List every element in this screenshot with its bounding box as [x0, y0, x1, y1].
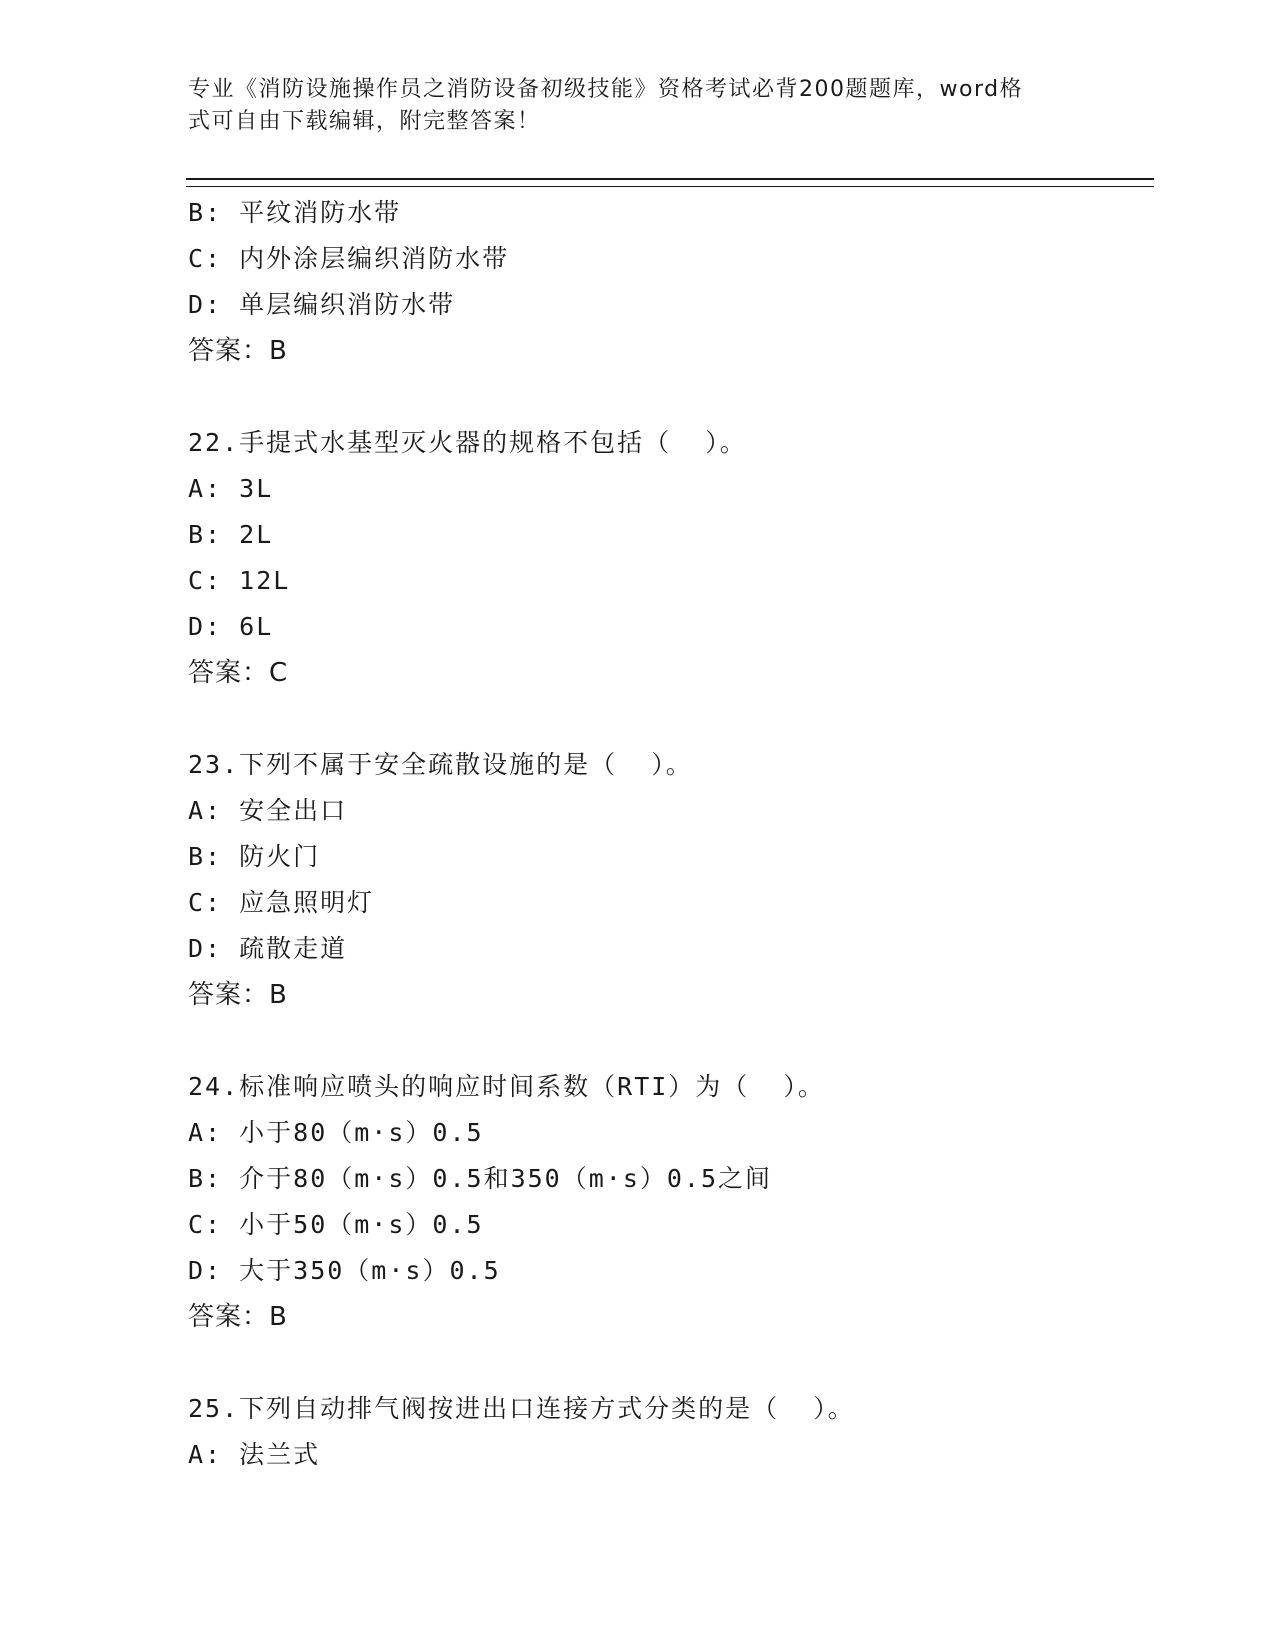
- option-a: A: 法兰式: [188, 1440, 321, 1469]
- question-stem: 24.标准响应喷头的响应时间系数（RTI）为（ ）。: [188, 1072, 825, 1101]
- option-a: A: 小于80（m·s）0.5: [188, 1118, 484, 1147]
- option-d: D: 疏散走道: [188, 934, 348, 963]
- question-21-continued: [188, 190, 1148, 374]
- option-b: B: 平纹消防水带: [188, 198, 402, 227]
- answer-line: 答案：B: [188, 336, 288, 366]
- header-line-2: 式可自由下载编辑，附完整答案！: [188, 109, 541, 134]
- header-line-1: 专业《消防设施操作员之消防设备初级技能》资格考试必背200题题库，word格: [188, 77, 1024, 102]
- spacer: [188, 374, 1148, 420]
- question-stem: 25.下列自动排气阀按进出口连接方式分类的是（ ）。: [188, 1394, 855, 1423]
- header-divider: [186, 178, 1154, 187]
- option-a: A: 3L: [188, 474, 274, 503]
- spacer: [188, 1018, 1148, 1064]
- option-b: B: 2L: [188, 520, 274, 549]
- question-22: [188, 420, 1148, 696]
- option-c: C: 应急照明灯: [188, 888, 375, 917]
- option-d: D: 大于350（m·s）0.5: [188, 1256, 501, 1285]
- question-25: [188, 1386, 1148, 1478]
- question-list: [188, 190, 1148, 1478]
- question-stem: 23.下列不属于安全疏散设施的是（ ）。: [188, 750, 693, 779]
- option-b: B: 介于80（m·s）0.5和350（m·s）0.5之间: [188, 1164, 773, 1193]
- answer-line: 答案：B: [188, 980, 288, 1010]
- option-c: C: 12L: [188, 566, 291, 595]
- option-d: D: 单层编织消防水带: [188, 290, 456, 319]
- option-d: D: 6L: [188, 612, 274, 641]
- option-c: C: 小于50（m·s）0.5: [188, 1210, 484, 1239]
- question-23: [188, 742, 1148, 1018]
- option-c: C: 内外涂层编织消防水带: [188, 244, 510, 273]
- option-a: A: 安全出口: [188, 796, 348, 825]
- document-header: [188, 74, 1068, 138]
- spacer: [188, 696, 1148, 742]
- spacer: [188, 1340, 1148, 1386]
- question-stem: 22.手提式水基型灭火器的规格不包括（ ）。: [188, 428, 747, 457]
- question-24: [188, 1064, 1148, 1340]
- answer-line: 答案：B: [188, 1302, 288, 1332]
- option-b: B: 防火门: [188, 842, 321, 871]
- answer-line: 答案：C: [188, 658, 289, 688]
